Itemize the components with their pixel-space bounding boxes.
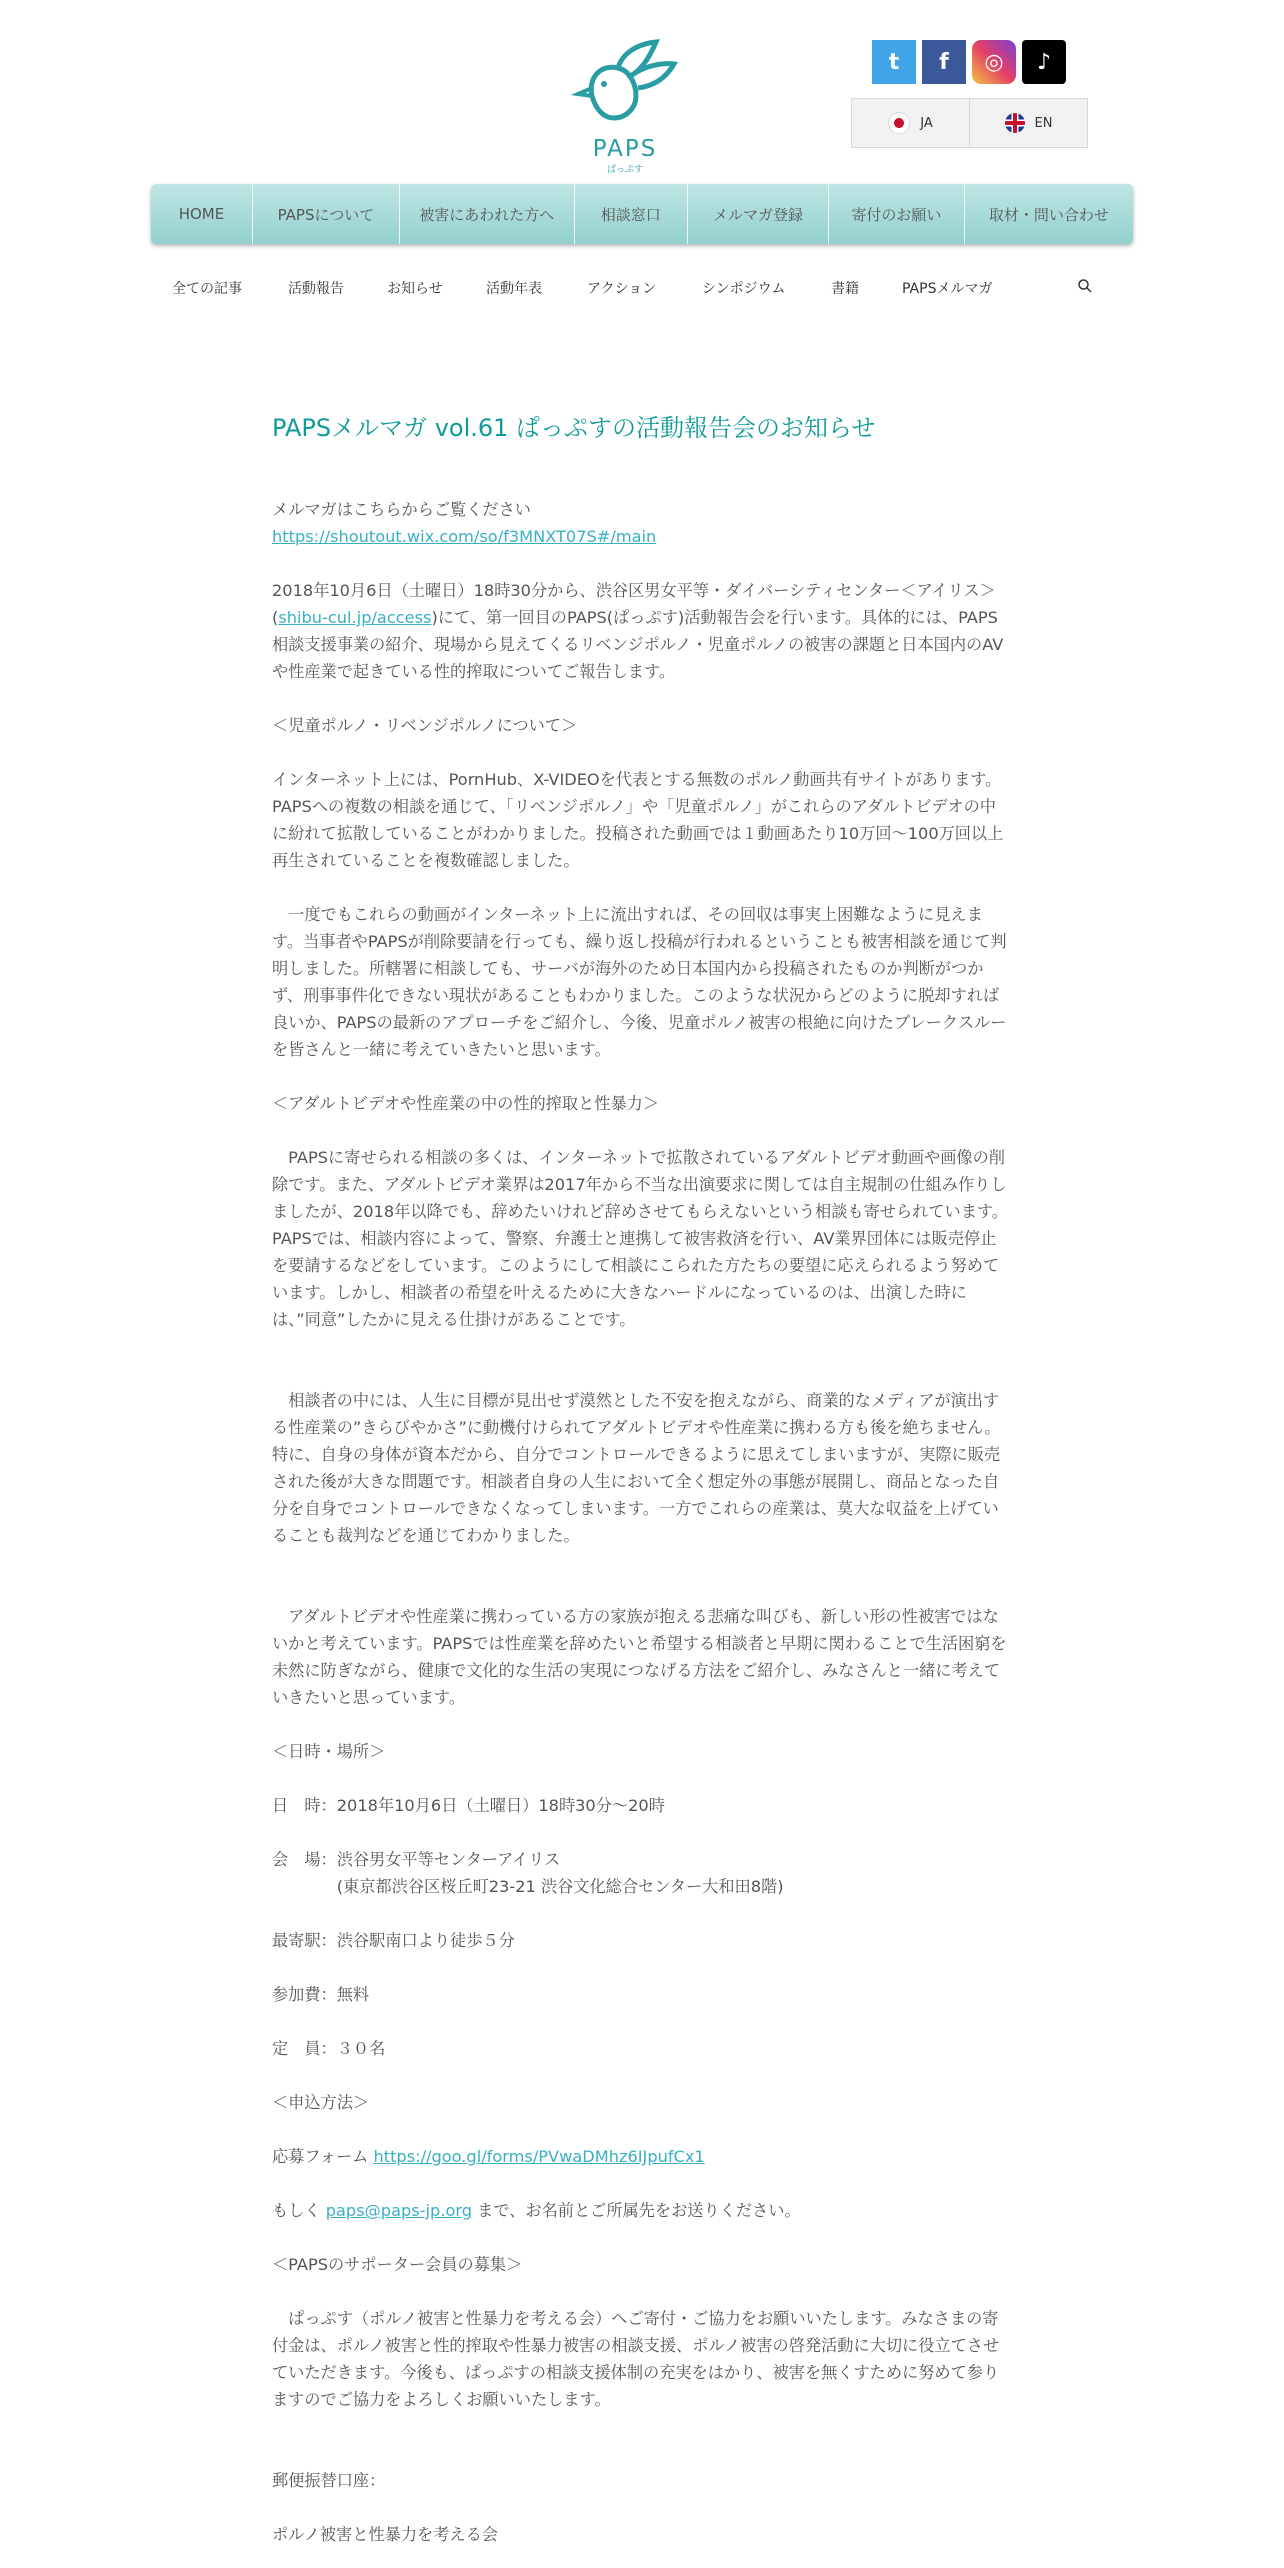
event-station: 最寄駅：渋谷駅南口より徒歩５分	[272, 1931, 515, 1950]
paps-logo[interactable]	[570, 38, 680, 174]
category-news[interactable]: お知らせ	[387, 281, 443, 297]
form-line: 応募フォーム https://goo.gl/forms/PVwaDMhz6IJpufCx1	[272, 2147, 705, 2166]
nav-newsletter[interactable]: メルマガ登録	[687, 184, 828, 244]
nav-donation[interactable]: 寄付のお願い	[828, 184, 964, 244]
japan-flag-icon	[888, 112, 910, 134]
heading-supporter: ＜PAPSのサポーター会員の募集＞	[272, 2255, 523, 2274]
heading-application: ＜申込方法＞	[272, 2093, 370, 2112]
paragraph-4: PAPSに寄せられる相談の多くは、インターネットで拡散されているアダルトビデオ動画や画像の削除です。また、アダルトビデオ業界は2017年から不当な出演要求に関しては自主規制の仕組み作りしましたが、2018年以降でも、辞めたいけれど辞めさせてもらえないという相談も寄せられています。PAPSでは、相談内容によって、警察、弁護士と連携して被害救済を行い、AV業界団体には販売停止を要請するなどをしています。このようにして相談にこられた方たちの要望に応えられるよう努めています。しかし、相談者の希望を叶えるために大きなハードルになっているのは、出演した時には、”同意”したかに見える仕掛けがあることです。	[272, 1148, 1008, 1329]
nav-about[interactable]: PAPSについて	[252, 184, 399, 244]
facebook-icon[interactable]: f	[922, 40, 966, 84]
category-activity-report[interactable]: 活動報告	[288, 281, 344, 297]
event-fee: 参加費：無料	[272, 1985, 370, 2004]
event-venue-address: (東京都渋谷区桜丘町23-21 渋谷文化総合センター大和田8階)	[272, 1877, 784, 1896]
postal-account-label: 郵便振替口座：	[272, 2471, 386, 2490]
heading-child-porn: ＜児童ポルノ・リベンジポルノについて＞	[272, 716, 578, 735]
heading-adult-video: ＜アダルトビデオや性産業の中の性的搾取と性暴力＞	[272, 1094, 660, 1113]
category-newsletter[interactable]: PAPSメルマガ	[902, 281, 993, 297]
tiktok-icon[interactable]: ♪	[1022, 40, 1066, 84]
instagram-icon[interactable]: ◎	[972, 40, 1016, 84]
intro-text: メルマガはこちらからご覧ください	[272, 500, 531, 519]
category-symposium[interactable]: シンポジウム	[702, 281, 786, 297]
logo-text: PAPS	[592, 136, 658, 162]
article-body	[272, 496, 1012, 2548]
application-form-link[interactable]: https://goo.gl/forms/PVwaDMhz6IJpufCx1	[373, 2147, 705, 2166]
category-timeline[interactable]: 活動年表	[486, 281, 542, 297]
paragraph-5: 相談者の中には、人生に目標が見出せず漠然とした不安を抱えながら、商業的なメディアが演出する性産業の”きらびやかさ”に動機付けられてアダルトビデオや性産業に携わる方も後を絶ちません。特に、自身の身体が資本だから、自分でコントロールできるように思えてしまいますが、実際に販売された後が大きな問題です。相談者自身の人生において全く想定外の事態が展開し、商品となった自分を自身でコントロールできなくなってしまいます。一方でこれらの産業は、莫大な収益を上げていることも裁判などを通じてわかりました。	[272, 1391, 1001, 1545]
twitter-icon[interactable]: t	[872, 40, 916, 84]
lang-ja-label: JA	[920, 115, 933, 131]
newsletter-link[interactable]: https://shoutout.wix.com/so/f3MNXT07S#/main	[272, 527, 657, 546]
heading-datetime: ＜日時・場所＞	[272, 1742, 386, 1761]
lang-en-button[interactable]	[969, 99, 1087, 147]
category-books[interactable]: 書籍	[831, 281, 859, 297]
event-venue: 会 場：渋谷男女平等センターアイリス	[272, 1850, 561, 1869]
postal-account-name: ポルノ被害と性暴力を考える会	[272, 2525, 498, 2544]
nav-consultation[interactable]: 相談窓口	[574, 184, 687, 244]
nav-victims[interactable]: 被害にあわれた方へ	[399, 184, 574, 244]
paragraph-3: 一度でもこれらの動画がインターネット上に流出すれば、その回収は事実上困難なように見えます。当事者やPAPSが削除要請を行っても、繰り返し投稿が行われるということも被害相談を通じて判明しました。所轄署に相談しても、サーバが海外のため日本国内から投稿されたものか判断がつかず、刑事事件化できない現状があることもわかりました。このような状況からどのように脱却すれば良いか、PAPSの最新のアプローチをご紹介し、今後、児童ポルノ被害の根絶に向けたブレークスルーを皆さんと一緒に考えていきたいと思います。	[272, 905, 1007, 1059]
article-header	[272, 400, 1012, 444]
logo-subtext: ぱっぷす	[606, 165, 643, 175]
paragraph-7: ぱっぷす（ポルノ被害と性暴力を考える会）へご寄付・ご協力をお願いいたします。みなさまの寄付金は、ポルノ被害と性的搾取や性暴力被害の相談支援、ポルノ被害の啓発活動に大切に役立てさせていただきます。今後も、ぱっぷすの相談支援体制の充実をはかり、被害を無くすために努めて参りますのでご協力をよろしくお願いいたします。	[272, 2309, 1000, 2409]
dove-icon	[570, 38, 680, 138]
paragraph-6: アダルトビデオや性産業に携わっている方の家族が抱える悲痛な叫びも、新しい形の性被害ではないかと考えています。PAPSでは性産業を辞めたいと希望する相談者と早期に関わることで生活困窮を未然に防ぎながら、健康で文化的な生活の実現につなげる方法をご紹介し、みなさんと一緒に考えていきたいと思っています。	[272, 1607, 1007, 1707]
paragraph-1: 2018年10月6日（土曜日）18時30分から、渋谷区男女平等・ダイバーシティセンター＜アイリス＞(shibu-cul.jp/access)にて、第一回目のPAPS(ぱっぷす)活動報告会を行います。具体的には、PAPS相談支援事業の紹介、現場から見えてくるリベンジポルノ・児童ポルノの被害の課題と日本国内のAVや性産業で起きている性的搾取についてご報告します。	[272, 581, 1004, 681]
social-bar	[872, 40, 1066, 84]
category-all[interactable]: 全ての記事	[172, 281, 242, 297]
nav-home[interactable]: HOME	[178, 205, 225, 223]
email-link[interactable]: paps@paps-jp.org	[325, 2201, 473, 2220]
main-nav	[151, 184, 1133, 244]
uk-flag-icon	[1005, 113, 1025, 133]
category-action[interactable]: アクション	[587, 281, 657, 297]
event-date: 日 時：2018年10月6日（土曜日）18時30分～20時	[272, 1796, 665, 1815]
search-icon[interactable]	[1077, 278, 1093, 294]
lang-en-label: EN	[1034, 115, 1053, 131]
language-selector	[851, 98, 1088, 148]
nav-contact[interactable]: 取材・問い合わせ	[964, 184, 1133, 244]
article-title: PAPSメルマガ vol.61 ぱっぷすの活動報告会のお知らせ	[272, 414, 876, 442]
blog-category-nav	[172, 272, 1102, 302]
event-capacity: 定 員：３０名	[272, 2039, 386, 2058]
paragraph-2: インターネット上には、PornHub、X-VIDEOを代表とする無数のポルノ動画共有サイトがあります。PAPSへの複数の相談を通じて、「リベンジポルノ」や「児童ポルノ」がこれらのアダルトビデオの中に紛れて拡散していることがわかりました。投稿された動画では１動画あたり10万回～100万回以上再生されていることを複数確認しました。	[272, 770, 1004, 870]
access-link[interactable]: shibu-cul.jp/access	[278, 608, 432, 627]
lang-ja-button[interactable]	[852, 99, 969, 147]
mail-line: もしく paps@paps-jp.org まで、お名前とご所属先をお送りください。	[272, 2201, 801, 2220]
